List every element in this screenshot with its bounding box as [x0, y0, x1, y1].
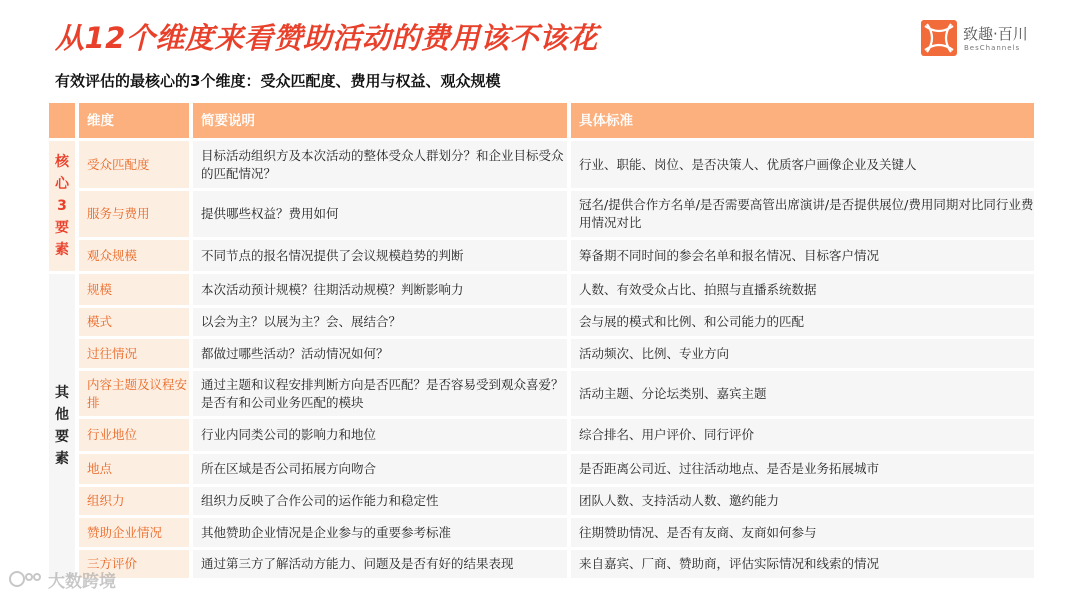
dimension-cell: 地点 — [79, 454, 189, 484]
standard-cell: 综合排名、用户评价、同行评价 — [571, 419, 1034, 451]
standard-cell: 筹备期不同时间的参会名单和报名情况、目标客户情况 — [571, 240, 1034, 271]
standard-cell: 来自嘉宾、厂商、赞助商，评估实际情况和线索的情况 — [571, 550, 1034, 578]
table-header-row — [49, 103, 1034, 138]
description-cell: 通过主题和议程安排判断方向是否匹配？是否容易受到观众喜爱？是否有和公司业务匹配的模块 — [193, 371, 567, 416]
table-row — [49, 191, 1034, 237]
dimension-cell: 三方评价 — [79, 550, 189, 578]
dimension-cell: 服务与费用 — [79, 191, 189, 237]
standard-cell: 活动主题、分论坛类别、嘉宾主题 — [571, 371, 1034, 416]
dimension-cell: 观众规模 — [79, 240, 189, 271]
description-cell: 组织力反映了合作公司的运作能力和稳定性 — [193, 487, 567, 515]
description-cell: 行业内同类公司的影响力和地位 — [193, 419, 567, 451]
standard-cell: 行业、职能、岗位、是否决策人、优质客户画像企业及关键人 — [571, 141, 1034, 188]
page-title: 从12个维度来看赞助活动的费用该不该花 — [55, 21, 598, 55]
header-description: 简要说明 — [193, 103, 567, 138]
table-row — [49, 419, 1034, 451]
standard-cell: 活动频次、比例、专业方向 — [571, 339, 1034, 368]
description-cell: 其他赞助企业情况是企业参与的重要参考标准 — [193, 518, 567, 547]
watermark — [8, 566, 116, 592]
brand-name-en: BesChannels — [964, 44, 1021, 52]
brand-logo — [921, 20, 1041, 58]
brand-logo-icon — [921, 20, 957, 56]
description-cell: 都做过哪些活动？活动情况如何？ — [193, 339, 567, 368]
description-cell: 通过第三方了解活动方能力、问题及是否有好的结果表现 — [193, 550, 567, 578]
standard-cell: 是否距离公司近、过往活动地点、是否是业务拓展城市 — [571, 454, 1034, 484]
header-standard: 具体标准 — [571, 103, 1034, 138]
watermark-text: 大数跨境 — [48, 571, 116, 592]
table-row — [49, 371, 1034, 416]
header-group-cell — [49, 103, 75, 138]
standard-cell: 冠名/提供合作方名单/是否需要高管出席演讲/是否提供展位/费用同期对比同行业费用情况对比 — [571, 191, 1034, 237]
brand-name-cn: 致趣·百川 — [963, 25, 1028, 43]
description-cell: 提供哪些权益？费用如何 — [193, 191, 567, 237]
dimension-cell: 内容主题及议程安排 — [79, 371, 189, 416]
table-row — [49, 308, 1034, 336]
description-cell: 本次活动预计规模？往期活动规模？判断影响力 — [193, 274, 567, 305]
table-row — [49, 240, 1034, 271]
table-row — [49, 339, 1034, 368]
description-cell: 所在区域是否公司拓展方向吻合 — [193, 454, 567, 484]
dimension-cell: 过往情况 — [79, 339, 189, 368]
standard-cell: 会与展的模式和比例、和公司能力的匹配 — [571, 308, 1034, 336]
table-row — [49, 487, 1034, 515]
group-label-core: 核心3要素 — [49, 141, 75, 271]
description-cell: 不同节点的报名情况提供了会议规模趋势的判断 — [193, 240, 567, 271]
watermark-logo-icon — [8, 569, 42, 589]
dimension-cell: 行业地位 — [79, 419, 189, 451]
table-row — [49, 550, 1034, 578]
standard-cell: 团队人数、支持活动人数、邀约能力 — [571, 487, 1034, 515]
dimension-cell: 组织力 — [79, 487, 189, 515]
header-dimension: 维度 — [79, 103, 189, 138]
table-row — [49, 141, 1034, 188]
subtitle: 有效评估的最核心的3个维度：受众匹配度、费用与权益、观众规模 — [55, 72, 501, 90]
dimension-cell: 受众匹配度 — [79, 141, 189, 188]
table-row — [49, 454, 1034, 484]
dimension-cell: 规模 — [79, 274, 189, 305]
table-row — [49, 274, 1034, 305]
group-label-other: 其他要素 — [49, 274, 75, 578]
table-row — [49, 518, 1034, 547]
dimension-cell: 赞助企业情况 — [79, 518, 189, 547]
dimension-cell: 模式 — [79, 308, 189, 336]
description-cell: 目标活动组织方及本次活动的整体受众人群划分？和企业目标受众的匹配情况？ — [193, 141, 567, 188]
standard-cell: 人数、有效受众占比、拍照与直播系统数据 — [571, 274, 1034, 305]
standard-cell: 往期赞助情况、是否有友商、友商如何参与 — [571, 518, 1034, 547]
description-cell: 以会为主？以展为主？会、展结合？ — [193, 308, 567, 336]
